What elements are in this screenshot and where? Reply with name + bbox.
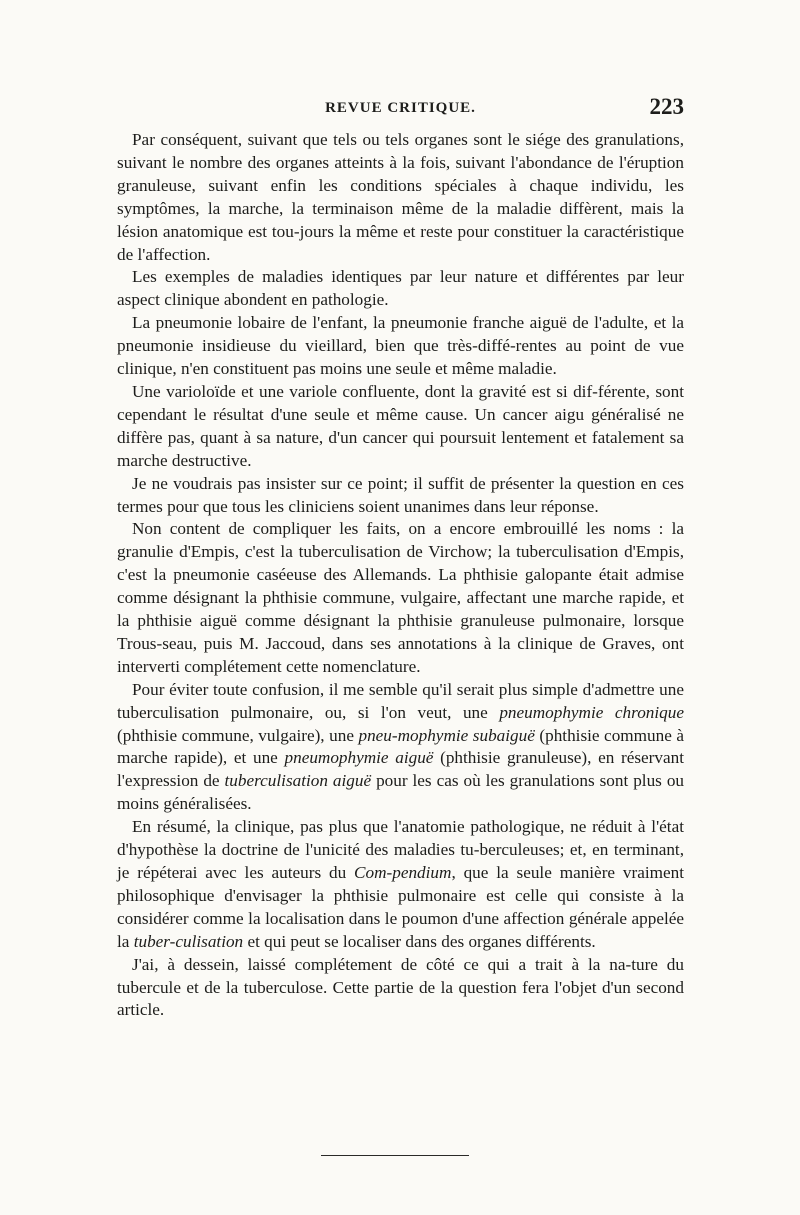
text-run: Par conséquent, suivant que tels ou tels organes sont le siége des granulations, suivant le nombre des organes atteints à la fois, suivant l'abondance de l'éruption granuleuse, suivant enfin les conditions spéciales à chaque individu, les symptômes, la marche, la terminaison même de la maladie diffèrent, mais la lésion anatomique est tou-jours la même et reste pour constituer la caractéristique de l'affection. (117, 130, 684, 264)
text-run: et qui peut se localiser dans des organes différents. (243, 931, 596, 951)
page-number: 223 (649, 94, 684, 119)
text-run: La pneumonie lobaire de l'enfant, la pneumonie franche aiguë de l'adulte, et la pneumonie insidieuse du vieillard, bien que très-diffé-rentes au point de vue clinique, n'en constituent pas moins une seule et même maladie. (117, 313, 684, 379)
text-run: Une varioloïde et une variole confluente, dont la gravité est si dif-férente, sont cependant le résultat d'une seule et même cause. Un cancer aigu généralisé ne diffère pas, quant à sa nature, d'un cancer qui poursuit lentement et fatalement sa marche destructive. (117, 381, 684, 470)
italic-run: pneu-mophymie subaiguë (358, 725, 535, 745)
text-run: , que la seule manière vraiment philosophique d'envisager la phthisie pulmonaire est celle qui consiste à la considérer comme la localisation dans le poumon d'une affection générale appelée la (117, 863, 684, 951)
paragraph (117, 473, 684, 519)
italic-run: pneumophymie chronique (499, 702, 684, 722)
text-run: Non content de compliquer les faits, on a encore embrouillé les noms : la granulie d'Empis, c'est la tuberculisation de Virchow; la tuberculisation d'Empis, c'est la pneumonie caséeuse des Allemands. La phthisie galopante était admise comme désignant la phthisie commune, vulgaire, affectant une marche rapide, et la phthisie aiguë comme désignant la phthisie granuleuse pulmonaire, lorsque Trous-seau, puis M. Jaccoud, dans ses annotations à la clinique de Graves, ont interverti complétement cette nomenclature. (117, 519, 684, 676)
paragraph (117, 679, 684, 816)
text-run: pour les cas où les granulations sont plus ou moins généralisées. (117, 771, 685, 814)
paragraph (117, 381, 684, 473)
text-run: Je ne voudrais pas insister sur ce point; il suffit de présenter la question en ces termes pour que tous les cliniciens soient unanimes dans leur réponse. (117, 473, 684, 516)
text-run: J'ai, à dessein, laissé complétement de côté ce qui a trait à la na-ture du tubercule et de la tuberculose. Cette partie de la question fera l'objet d'un second article. (117, 954, 684, 1020)
paragraph (117, 312, 684, 381)
text-run: Pour éviter toute confusion, il me semble qu'il serait plus simple d'admettre une tuberculisation pulmonaire, ou, si l'on veut, une (117, 679, 684, 722)
paragraph (117, 954, 684, 1023)
text-run: En résumé, la clinique, pas plus que l'anatomie pathologique, ne réduit à l'état d'hypothèse la doctrine de l'unicité des maladies tu-berculeuses; et, en terminant, je répéterai avec les auteurs du (117, 817, 684, 882)
italic-run: tuberculisation aiguë (224, 771, 372, 791)
italic-run: tuber-culisation (133, 931, 244, 951)
text-run: (phthisie commune, vulgaire), une (117, 725, 359, 745)
italic-run: pneumophymie aiguë (284, 748, 434, 768)
body-text (117, 129, 684, 1022)
running-title: REVUE CRITIQUE. (325, 100, 476, 116)
paragraph (117, 129, 684, 266)
running-head (117, 94, 684, 124)
text-run: (phthisie granuleuse), en réservant l'expression de (117, 748, 684, 791)
text-run: Les exemples de maladies identiques par leur nature et différentes par leur aspect clinique abondent en pathologie. (117, 267, 684, 310)
paragraph (117, 266, 684, 312)
end-rule (321, 1155, 469, 1156)
text-run: (phthisie commune à marche rapide), et une (117, 725, 684, 768)
paragraph (117, 816, 684, 953)
italic-run: Com-pendium (354, 863, 452, 882)
paragraph (117, 518, 684, 678)
